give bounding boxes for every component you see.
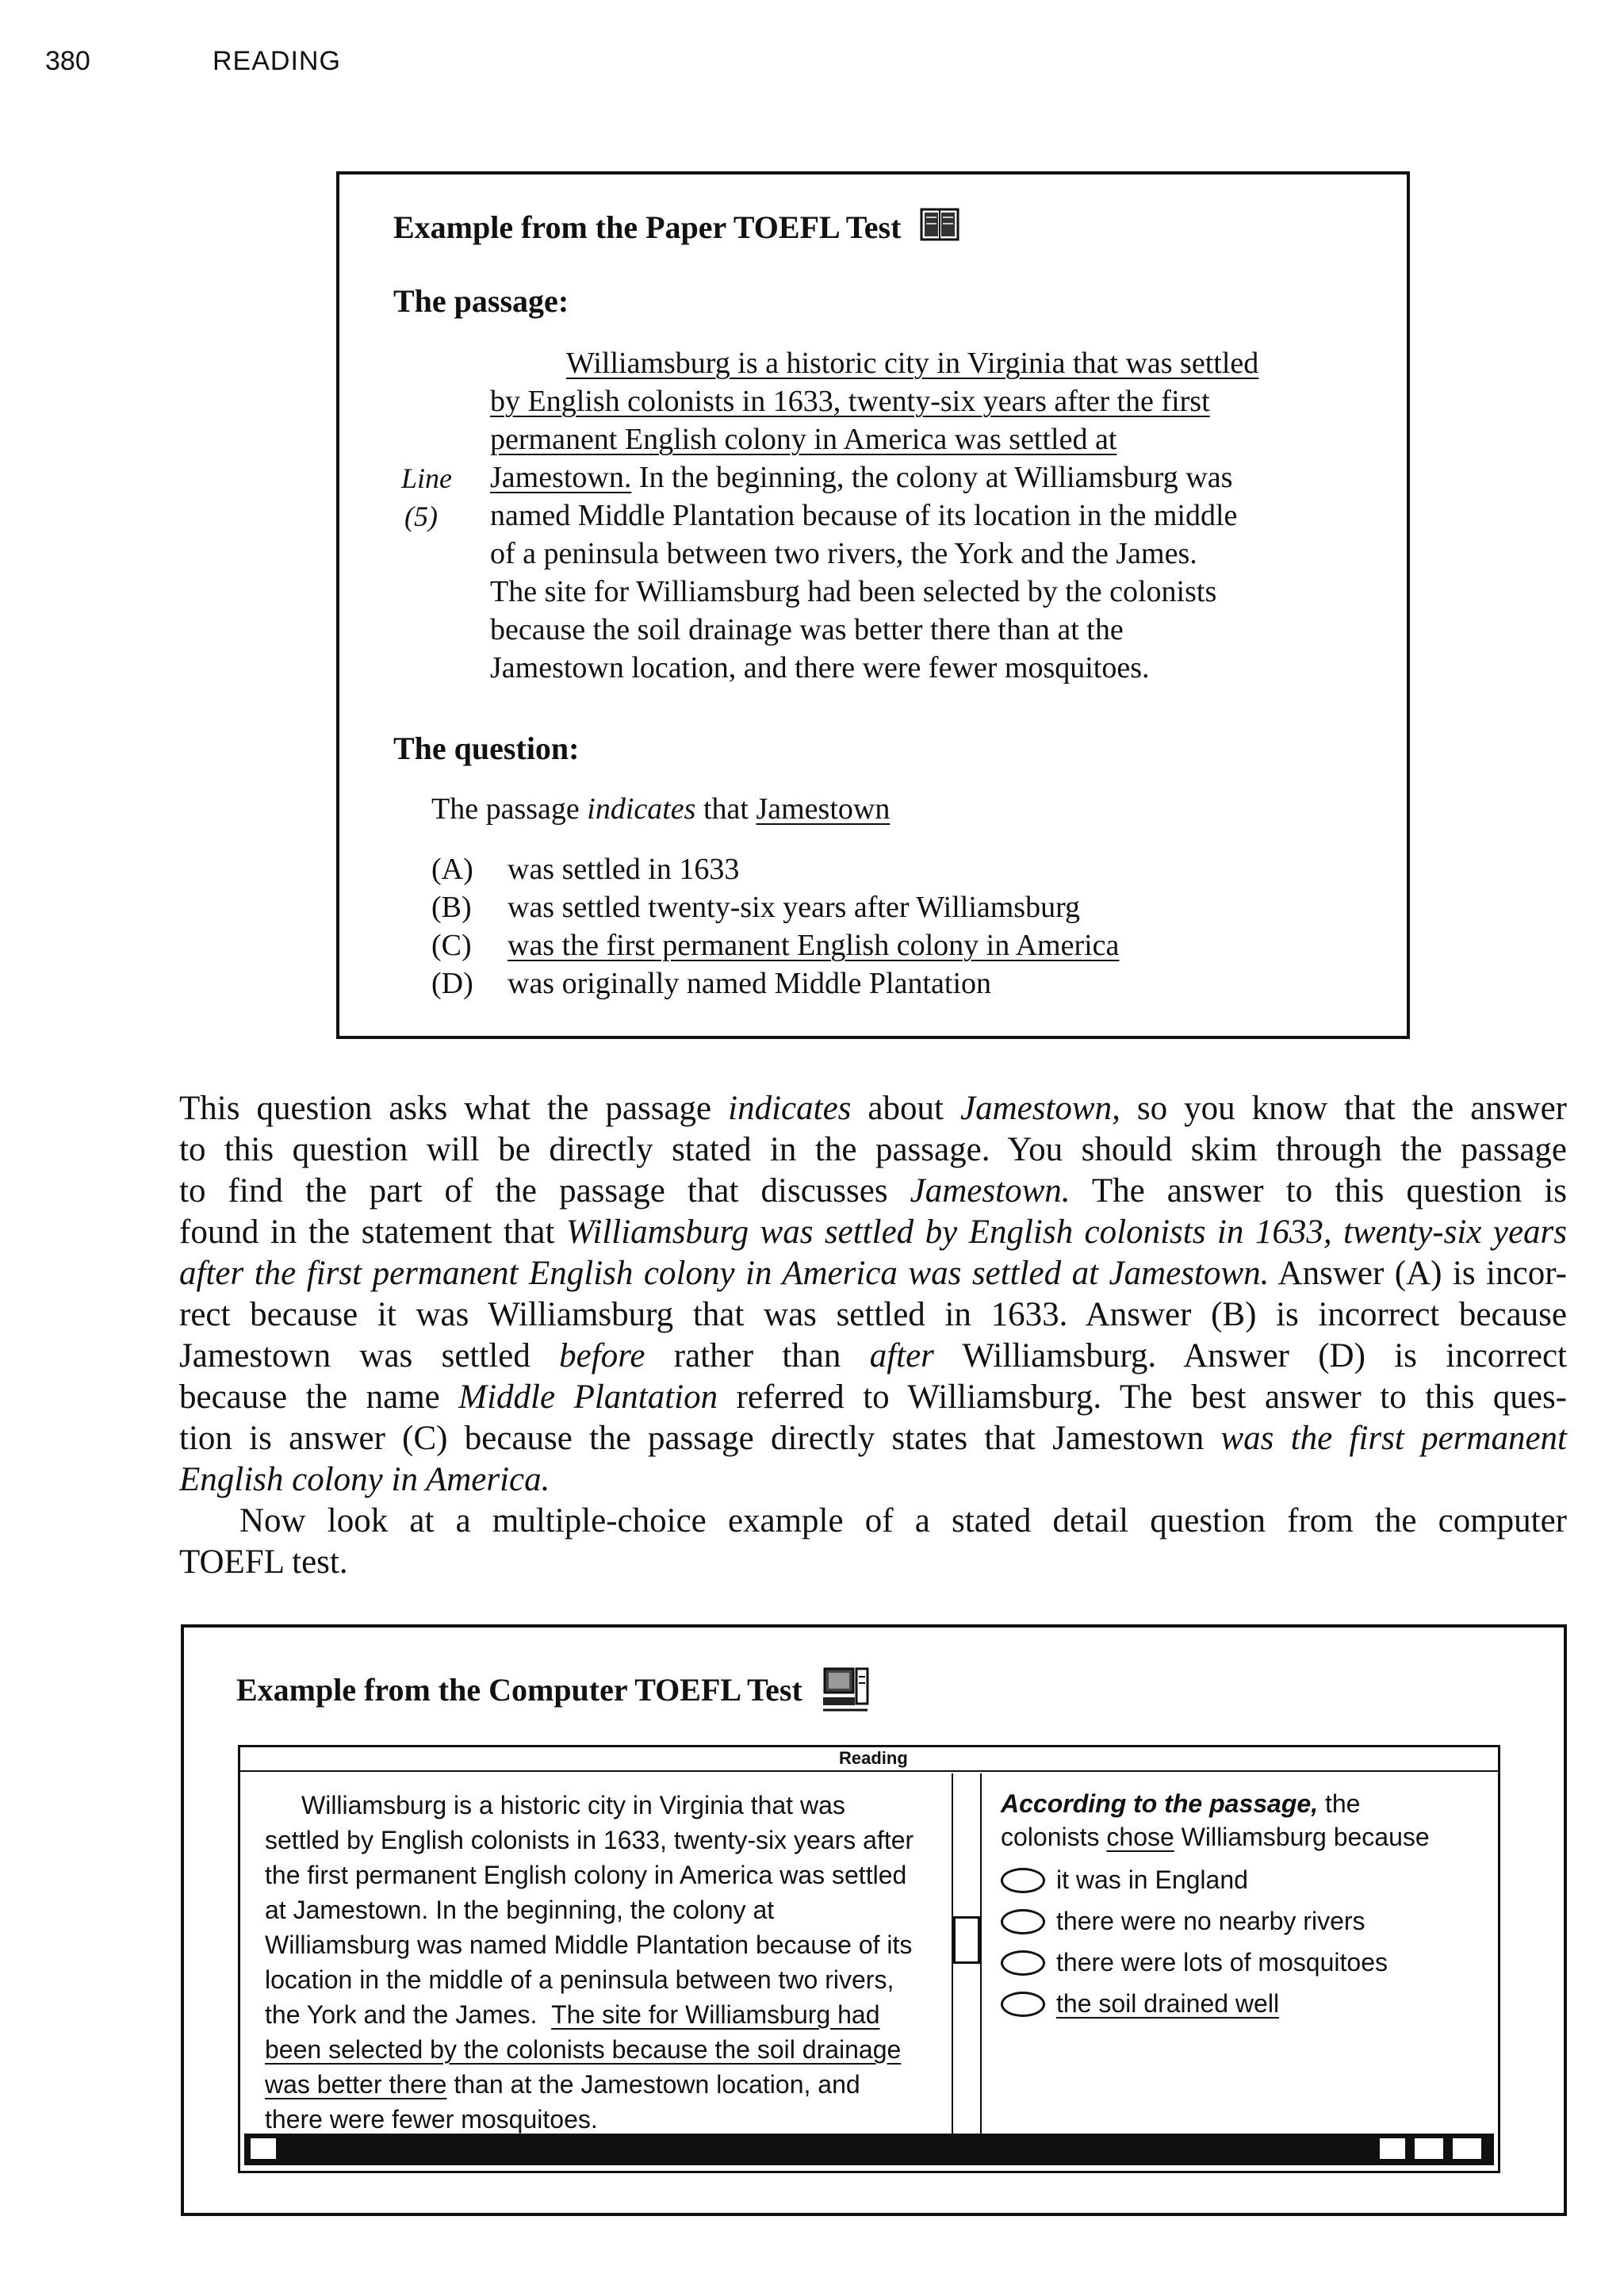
screen-header-divider (238, 1770, 1500, 1772)
cbt-passage-line: Williamsburg was named Middle Plantation because of its (265, 1931, 913, 1959)
question-label: The question: (393, 730, 580, 766)
cbt-passage-line: settled by English colonists in 1633, twenty-six years after (265, 1826, 914, 1854)
explanation-line: found in the statement that Williamsburg was settled by English colonists in 1633, twenty-six years (179, 1214, 1567, 1251)
explanation-paragraph (179, 1088, 1567, 1583)
radio-oval[interactable] (1001, 1868, 1045, 1893)
cbt-passage-line: location in the middle of a peninsula between two rivers, (265, 1965, 894, 1994)
passage-label: The passage: (393, 283, 569, 319)
pane-divider-right (980, 1773, 982, 2151)
choice-letter: (A) (431, 853, 473, 886)
computer-example-title-text: Example from the Computer TOEFL Test (236, 1672, 802, 1708)
cbt-passage-line: there were fewer mosquitoes. (265, 2105, 598, 2134)
passage-line: of a peninsula between two rivers, the York and the James. (490, 537, 1197, 570)
explanation-line: rect because it was Williamsburg that was settled in 1633. Answer (B) is incorrect because (179, 1296, 1567, 1333)
cbt-passage-line: been selected by the colonists because the soil drainage (265, 2035, 902, 2064)
book-icon (920, 208, 959, 243)
choice-text-correct: was the first permanent English colony in America (508, 929, 1120, 962)
radio-oval[interactable] (1001, 1950, 1045, 1976)
explanation-line: English colony in America. (179, 1461, 550, 1498)
scrollbar-thumb[interactable] (953, 1916, 980, 1964)
explanation-line: after the first permanent English colony in America was settled at Jamestown. Answer (A) is incor- (179, 1255, 1567, 1292)
explanation-line: Jamestown was settled before rather than after Williamsburg. Answer (D) is incorrect (179, 1337, 1568, 1375)
explanation-line: This question asks what the passage indicates about Jamestown, so you know that the answer (179, 1090, 1567, 1127)
page-number: 380 (45, 46, 90, 76)
cbt-option-correct[interactable]: the soil drained well (1001, 1989, 1279, 2019)
radio-oval[interactable] (1001, 1992, 1045, 2017)
question-stem: The passage indicates that Jamestown (431, 792, 891, 826)
screen-header: Reading (839, 1748, 908, 1768)
cbt-passage-line: the York and the James. The site for Williamsburg had (265, 2000, 880, 2029)
cbt-option[interactable]: there were lots of mosquitoes (1001, 1948, 1388, 1977)
choice-text: was settled twenty-six years after Williamsburg (508, 891, 1081, 924)
passage-line: Jamestown. In the beginning, the colony at Williamsburg was (490, 461, 1233, 494)
radio-oval[interactable] (1001, 1909, 1045, 1934)
line-number: (5) (404, 500, 438, 532)
explanation-line: TOEFL test. (179, 1543, 348, 1581)
choice-text: was settled in 1633 (508, 853, 740, 886)
paper-example-title (393, 208, 959, 246)
passage-line: Jamestown location, and there were fewer mosquitoes. (490, 651, 1150, 684)
passage-line: by English colonists in 1633, twenty-six years after the first (490, 385, 1210, 418)
explanation-line: because the name Middle Plantation referred to Williamsburg. The best answer to this ques- (179, 1378, 1567, 1416)
time-button[interactable] (1378, 2137, 1407, 2161)
cbt-passage-line: Williamsburg is a historic city in Virginia that was (301, 1791, 845, 1819)
paper-example-title-text: Example from the Paper TOEFL Test (393, 209, 902, 245)
cbt-passage-line: at Jamestown. In the beginning, the colony at (265, 1896, 775, 1924)
passage-line: because the soil drainage was better there than at the (490, 613, 1124, 646)
confirm-button[interactable] (1451, 2137, 1483, 2161)
computer-icon (822, 1666, 871, 1715)
passage-line: The site for Williamsburg had been selected by the colonists (490, 575, 1217, 608)
cbt-question-line: colonists chose Williamsburg because (1001, 1823, 1430, 1851)
choice-letter: (B) (431, 891, 472, 924)
choice-letter: (D) (431, 967, 473, 1000)
cbt-passage-line: was better there than at the Jamestown location, and (265, 2070, 860, 2099)
help-button[interactable] (249, 2137, 278, 2161)
cbt-option[interactable]: there were no nearby rivers (1001, 1907, 1365, 1936)
computer-example-title (236, 1666, 871, 1715)
passage-line: permanent English colony in America was settled at (490, 423, 1117, 456)
passage-line: named Middle Plantation because of its location in the middle (490, 499, 1238, 532)
cbt-option[interactable]: it was in England (1001, 1865, 1248, 1895)
explanation-line: to find the part of the passage that discusses Jamestown. The answer to this question is (179, 1172, 1567, 1210)
explanation-line: tion is answer (C) because the passage directly states that Jamestown was the first permanent (179, 1420, 1567, 1457)
line-label: Line (401, 462, 453, 494)
section-title: READING (213, 46, 341, 76)
choice-letter: (C) (431, 929, 472, 962)
next-button[interactable] (1413, 2137, 1445, 2161)
explanation-line: to this question will be directly stated in the passage. You should skim through the passage (179, 1131, 1567, 1168)
cbt-passage-line: the first permanent English colony in America was settled (265, 1861, 907, 1889)
explanation-line: Now look at a multiple-choice example of a stated detail question from the computer (239, 1502, 1567, 1539)
cbt-question-line: According to the passage, the (1001, 1789, 1361, 1818)
passage-line: Williamsburg is a historic city in Virginia that was settled (566, 347, 1259, 380)
choice-text: was originally named Middle Plantation (508, 967, 992, 1000)
cbt-toolbar (244, 2134, 1494, 2165)
